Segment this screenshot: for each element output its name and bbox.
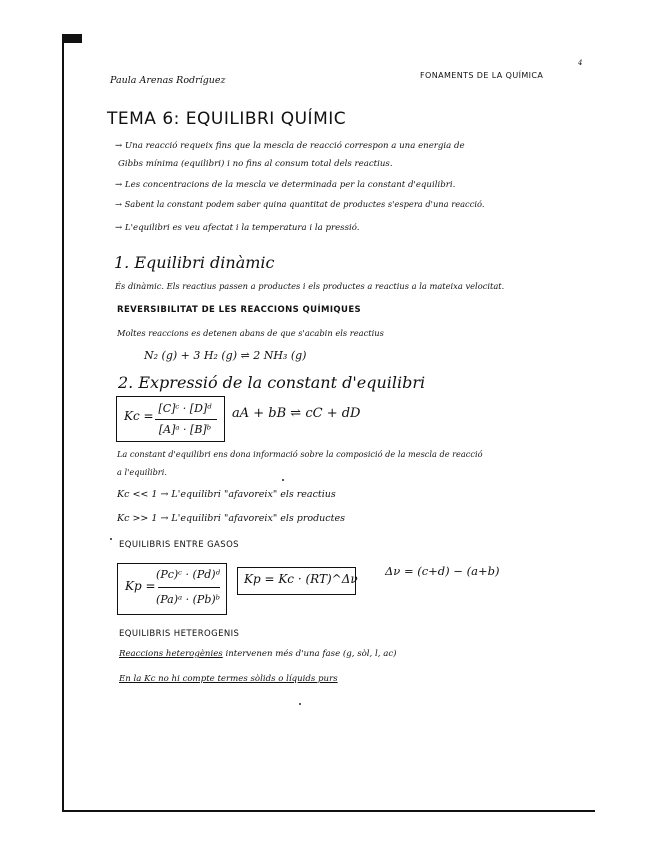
kc-numerator: [C]ᶜ · [D]ᵈ (158, 402, 212, 415)
bullet-line: Gibbs mínima (equilibri) i no fins al consum total dels reactius. (118, 159, 393, 169)
author-name: Paula Arenas Rodríguez (110, 75, 226, 86)
section-heading: 1. Equilibri dinàmic (114, 253, 275, 272)
page-title: TEMA 6: EQUILIBRI QUÍMIC (107, 109, 347, 129)
heterogeneous-heading: EQUILIBRIS HETEROGENIS (119, 629, 240, 639)
bullet-line: → L'equilibri es veu afectat i la temperatura i la pressió. (115, 223, 360, 233)
delta-nu: Δν = (c+d) − (a+b) (385, 564, 500, 578)
kc-note: a l'equilibri. (117, 467, 167, 477)
fraction-line (155, 419, 217, 420)
equation: N₂ (g) + 3 H₂ (g) ⇌ 2 NH₃ (g) (144, 349, 307, 362)
section-text: És dinàmic. Els reactius passen a productes i els productes a reactius a la mateixa velocitat. (115, 281, 505, 291)
general-reaction: aA + bB ⇌ cC + dD (232, 406, 361, 421)
subheading: REVERSIBILITAT DE LES REACCIONS QUÍMIQUES (117, 305, 362, 315)
kc-note: La constant d'equilibri ens dona informació sobre la composició de la mescla de reacció (117, 449, 483, 459)
kp-denominator: (Pa)ᵃ · (Pb)ᵇ (155, 593, 221, 606)
kp-numerator: (Pc)ᶜ · (Pd)ᵈ (156, 568, 220, 581)
underlined-term: Reaccions heterogènies (119, 649, 223, 659)
ink-dot (299, 703, 301, 705)
bullet-line: → Una reacció requeix fins que la mescla de reacció correspon a una energia de (115, 141, 465, 151)
page-corner-mark (62, 34, 82, 43)
section-subtext: Moltes reaccions es detenen abans de que s'acabin els reactius (117, 328, 384, 338)
kc-large-rule: Kc >> 1 → L'equilibri "afavoreix" els productes (117, 513, 345, 524)
kp-label: Kp = (125, 579, 156, 593)
bullet-line: → Les concentracions de la mescla ve determinada per la constant d'equilibri. (115, 180, 456, 190)
section-heading: 2. Expressió de la constant d'equilibri (118, 373, 426, 392)
kc-small-rule: Kc << 1 → L'equilibri "afavoreix" els reactius (117, 489, 336, 500)
page-number: 4 (578, 59, 583, 67)
heterogeneous-line-rest: intervenen més d'una fase (g, sòl, l, ac) (225, 649, 397, 659)
gases-heading: EQUILIBRIS ENTRE GASOS (119, 540, 239, 550)
ink-dot (282, 479, 284, 481)
ink-dot (110, 538, 112, 540)
kc-denominator: [A]ᵃ · [B]ᵇ (158, 423, 212, 436)
subject-title: FONAMENTS DE LA QUÍMICA (420, 71, 544, 80)
kc-label: Kc = (124, 409, 154, 423)
heterogeneous-rule: En la Kc no hi compte termes sòlids o líquids purs (119, 674, 338, 684)
bullet-line: → Sabent la constant podem saber quina quantitat de productes s'espera d'una reacció. (115, 199, 485, 209)
heterogeneous-line (119, 650, 397, 659)
kp-relation: Kp = Kc · (RT)^Δν (244, 572, 358, 586)
fraction-line (158, 587, 220, 588)
